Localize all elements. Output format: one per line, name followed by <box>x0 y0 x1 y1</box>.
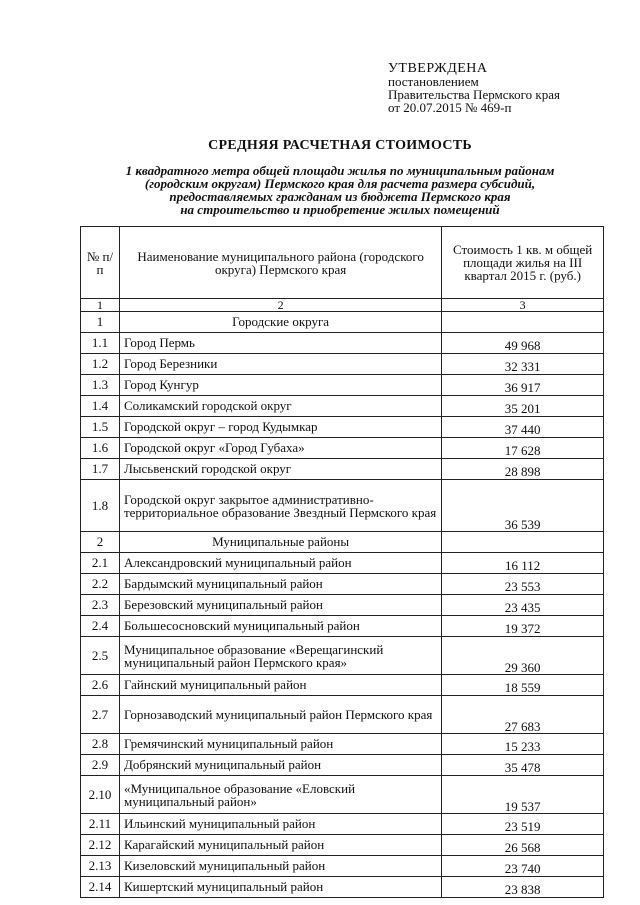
row-number: 2.8 <box>81 734 120 755</box>
row-name: Городской округ – город Кудымкар <box>119 417 441 438</box>
table-row <box>81 354 604 375</box>
document-title: СРЕДНЯЯ РАСЧЕТНАЯ СТОИМОСТЬ <box>208 138 472 153</box>
table-row <box>81 877 604 898</box>
table-row <box>81 553 604 574</box>
table-row <box>81 696 604 734</box>
table-row <box>81 396 604 417</box>
table-row <box>81 438 604 459</box>
row-value: 26 568 <box>442 835 604 856</box>
row-value: 28 898 <box>442 459 604 480</box>
row-number: 2.13 <box>81 856 120 877</box>
table-row <box>81 675 604 696</box>
row-name: Добрянский муниципальный район <box>119 755 441 776</box>
row-name: Соликамский городской округ <box>119 396 441 417</box>
cost-table <box>80 226 604 898</box>
row-number: 2.6 <box>81 675 120 696</box>
row-value: 36 539 <box>442 480 604 532</box>
row-name: Городской округ закрытое административно-территориальное образование Звездный Пермского края <box>119 480 441 532</box>
section-row <box>81 312 604 333</box>
row-value: 23 553 <box>442 574 604 595</box>
row-number: 1.8 <box>81 480 120 532</box>
row-name: Карагайский муниципальный район <box>119 835 441 856</box>
table-row <box>81 616 604 637</box>
column-number-row <box>81 299 604 312</box>
column-number: 2 <box>119 299 441 312</box>
row-name: «Муниципальное образование «Еловский муниципальный район» <box>119 776 441 814</box>
row-number: 1.4 <box>81 396 120 417</box>
row-value: 35 478 <box>442 755 604 776</box>
row-value: 36 917 <box>442 375 604 396</box>
row-number: 1.7 <box>81 459 120 480</box>
row-number: 1.1 <box>81 333 120 354</box>
row-value: 19 537 <box>442 776 604 814</box>
approval-line: Правительства Пермского края <box>388 87 560 102</box>
header-number: № п/п <box>81 227 120 299</box>
row-value: 49 968 <box>442 333 604 354</box>
row-number: 2.5 <box>81 637 120 675</box>
row-name: Муниципальные районы <box>119 532 441 553</box>
row-value: 32 331 <box>442 354 604 375</box>
table-row <box>81 734 604 755</box>
table-row <box>81 459 604 480</box>
approval-title: УТВЕРЖДЕНА <box>388 61 488 76</box>
section-row <box>81 532 604 553</box>
table-row <box>81 574 604 595</box>
header-name: Наименование муниципального района (городского округа) Пермского края <box>119 227 441 299</box>
table-row <box>81 755 604 776</box>
row-name: Город Кунгур <box>119 375 441 396</box>
row-number: 2.2 <box>81 574 120 595</box>
row-number: 1 <box>81 312 120 333</box>
row-value: 35 201 <box>442 396 604 417</box>
table-row <box>81 776 604 814</box>
document-heading <box>80 138 600 216</box>
table-row <box>81 595 604 616</box>
row-name: Город Пермь <box>119 333 441 354</box>
row-name: Кизеловский муниципальный район <box>119 856 441 877</box>
approval-line: от 20.07.2015 № 469-п <box>388 100 512 115</box>
row-value: 23 435 <box>442 595 604 616</box>
document-subtitle-line: предоставляемых гражданам из бюджета Пермского края <box>169 189 511 204</box>
row-value <box>442 312 604 333</box>
table-row <box>81 835 604 856</box>
table-row <box>81 333 604 354</box>
row-name: Ильинский муниципальный район <box>119 814 441 835</box>
row-name: Гайнский муниципальный район <box>119 675 441 696</box>
table-row <box>81 417 604 438</box>
row-value: 27 683 <box>442 696 604 734</box>
row-name: Муниципальное образование «Верещагинский муниципальный район Пермского края» <box>119 637 441 675</box>
row-name: Горнозаводский муниципальный район Пермского края <box>119 696 441 734</box>
row-value <box>442 532 604 553</box>
column-number: 1 <box>81 299 120 312</box>
row-number: 1.3 <box>81 375 120 396</box>
row-number: 1.6 <box>81 438 120 459</box>
row-name: Лысьвенский городской округ <box>119 459 441 480</box>
row-number: 2.1 <box>81 553 120 574</box>
row-value: 29 360 <box>442 637 604 675</box>
approval-line: постановлением <box>388 74 479 89</box>
table-row <box>81 375 604 396</box>
table-row <box>81 637 604 675</box>
row-number: 1.5 <box>81 417 120 438</box>
table-row <box>81 814 604 835</box>
row-number: 1.2 <box>81 354 120 375</box>
row-value: 19 372 <box>442 616 604 637</box>
row-value: 17 628 <box>442 438 604 459</box>
column-number: 3 <box>442 299 604 312</box>
row-name: Александровский муниципальный район <box>119 553 441 574</box>
document-subtitle-line: (городским округам) Пермского края для расчета размера субсидий, <box>144 176 536 191</box>
table-header-row <box>81 227 604 299</box>
row-number: 2.4 <box>81 616 120 637</box>
row-number: 2 <box>81 532 120 553</box>
row-value: 23 740 <box>442 856 604 877</box>
row-name: Городские округа <box>119 312 441 333</box>
table-row <box>81 480 604 532</box>
row-name: Большесосновский муниципальный район <box>119 616 441 637</box>
row-number: 2.3 <box>81 595 120 616</box>
document-subtitle-line: 1 квадратного метра общей площади жилья по муниципальным районам <box>125 163 555 178</box>
row-value: 23 838 <box>442 877 604 898</box>
row-number: 2.7 <box>81 696 120 734</box>
row-number: 2.9 <box>81 755 120 776</box>
row-value: 15 233 <box>442 734 604 755</box>
table-row <box>81 856 604 877</box>
row-value: 16 112 <box>442 553 604 574</box>
document-subtitle-line: на строительство и приобретение жилых помещений <box>180 202 500 217</box>
row-number: 2.10 <box>81 776 120 814</box>
row-name: Город Березники <box>119 354 441 375</box>
row-name: Кишертский муниципальный район <box>119 877 441 898</box>
header-cost: Стоимость 1 кв. м общей площади жилья на III квартал 2015 г. (руб.) <box>442 227 604 299</box>
row-value: 37 440 <box>442 417 604 438</box>
row-name: Городской округ «Город Губаха» <box>119 438 441 459</box>
row-name: Березовский муниципальный район <box>119 595 441 616</box>
row-number: 2.11 <box>81 814 120 835</box>
row-value: 23 519 <box>442 814 604 835</box>
row-name: Бардымский муниципальный район <box>119 574 441 595</box>
row-number: 2.14 <box>81 877 120 898</box>
row-number: 2.12 <box>81 835 120 856</box>
approval-stamp <box>388 62 560 114</box>
row-name: Гремячинский муниципальный район <box>119 734 441 755</box>
row-value: 18 559 <box>442 675 604 696</box>
